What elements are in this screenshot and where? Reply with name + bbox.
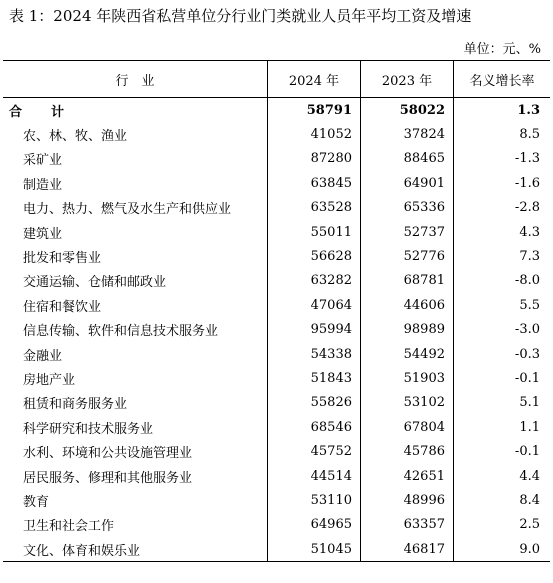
growth-rate: 4.3 [454,220,551,244]
wage-table [3,60,550,562]
wage-2023: 58022 [361,98,454,123]
growth-rate: -0.1 [454,366,551,390]
table-row [3,147,550,171]
wage-2023: 67804 [361,415,454,439]
table-row [3,293,550,317]
table-row [3,391,550,415]
wage-2023: 52737 [361,220,454,244]
industry-name: 批发和零售业 [23,251,102,267]
wage-2024: 87280 [268,147,361,171]
wage-2024: 51045 [268,537,361,562]
table-row [3,318,550,342]
table-row [3,415,550,439]
wage-2023: 64901 [361,171,454,195]
wage-2023: 37824 [361,122,454,146]
table-row [3,464,550,488]
industry-name: 科学研究和技术服务业 [23,421,154,437]
total-row [3,98,550,123]
table-row [3,342,550,366]
wage-2023: 63357 [361,513,454,537]
wage-2023: 68781 [361,269,454,293]
industry-name: 居民服务、修理和其他服务业 [23,470,193,486]
table-row [3,537,550,562]
table-row [3,196,550,220]
wage-2024: 53110 [268,488,361,512]
wage-2024: 54338 [268,342,361,366]
growth-rate: 5.5 [454,293,551,317]
industry-name: 卫生和社会工作 [23,519,115,535]
growth-rate: 4.4 [454,464,551,488]
header-row [3,61,550,98]
table-row [3,171,550,195]
wage-2023: 65336 [361,196,454,220]
wage-2023: 98989 [361,318,454,342]
wage-2023: 45786 [361,439,454,463]
wage-2024: 95994 [268,318,361,342]
table-row [3,513,550,537]
wage-2024: 41052 [268,122,361,146]
wage-2023: 42651 [361,464,454,488]
table-title: 表 1：2024 年陕西省私营单位分行业门类就业人员年平均工资及增速 [9,7,472,25]
growth-rate: 5.1 [454,391,551,415]
industry-name: 文化、体育和娱乐业 [3,537,268,562]
industry-name: 教育 [23,494,50,510]
wage-2024: 68546 [268,415,361,439]
header-growth: 名义增长率 [454,61,551,98]
growth-rate: -8.0 [454,269,551,293]
table-row [3,220,550,244]
header-2024: 2024 年 [268,61,361,98]
growth-rate: 8.5 [454,122,551,146]
industry-name: 信息传输、软件和信息技术服务业 [23,324,219,340]
wage-2023: 88465 [361,147,454,171]
wage-2024: 58791 [268,98,361,123]
industry-name: 水利、环境和公共设施管理业 [23,446,193,462]
wage-2023: 54492 [361,342,454,366]
growth-rate: -0.1 [454,439,551,463]
growth-rate: -2.8 [454,196,551,220]
wage-2024: 55011 [268,220,361,244]
header-2023: 2023 年 [361,61,454,98]
table-row [3,122,550,146]
industry-name: 交通运输、仓储和邮政业 [23,275,167,291]
wage-2024: 45752 [268,439,361,463]
wage-2023: 48996 [361,488,454,512]
wage-2024: 63845 [268,171,361,195]
industry-name: 房地产业 [23,372,76,388]
table-row [3,488,550,512]
table-row [3,244,550,268]
wage-2023: 52776 [361,244,454,268]
industry-name: 建筑业 [23,226,63,242]
growth-rate: 1.3 [454,98,551,123]
wage-2024: 47064 [268,293,361,317]
wage-2024: 56628 [268,244,361,268]
table-row [3,269,550,293]
industry-name: 电力、热力、燃气及水生产和供应业 [23,202,232,218]
table-row [3,366,550,390]
growth-rate: 9.0 [454,537,551,562]
growth-rate: 7.3 [454,244,551,268]
unit-note: 单位：元、% [463,42,541,57]
industry-name: 合 计 [9,104,73,120]
industry-name: 住宿和餐饮业 [23,299,102,315]
industry-name: 制造业 [23,177,63,193]
industry-name: 农、林、牧、渔业 [23,129,128,145]
table-row [3,439,550,463]
header-industry: 行 业 [3,61,268,98]
wage-2024: 51843 [268,366,361,390]
growth-rate: -3.0 [454,318,551,342]
industry-name: 采矿业 [23,153,63,169]
growth-rate: -0.3 [454,342,551,366]
growth-rate: 2.5 [454,513,551,537]
wage-2023: 53102 [361,391,454,415]
growth-rate: -1.6 [454,171,551,195]
growth-rate: -1.3 [454,147,551,171]
growth-rate: 8.4 [454,488,551,512]
wage-2023: 46817 [361,537,454,562]
wage-2024: 55826 [268,391,361,415]
wage-2024: 63528 [268,196,361,220]
wage-2023: 44606 [361,293,454,317]
wage-2024: 64965 [268,513,361,537]
wage-2024: 44514 [268,464,361,488]
wage-2024: 63282 [268,269,361,293]
industry-name: 金融业 [23,348,63,364]
industry-name: 租赁和商务服务业 [23,397,128,413]
wage-2023: 51903 [361,366,454,390]
growth-rate: 1.1 [454,415,551,439]
